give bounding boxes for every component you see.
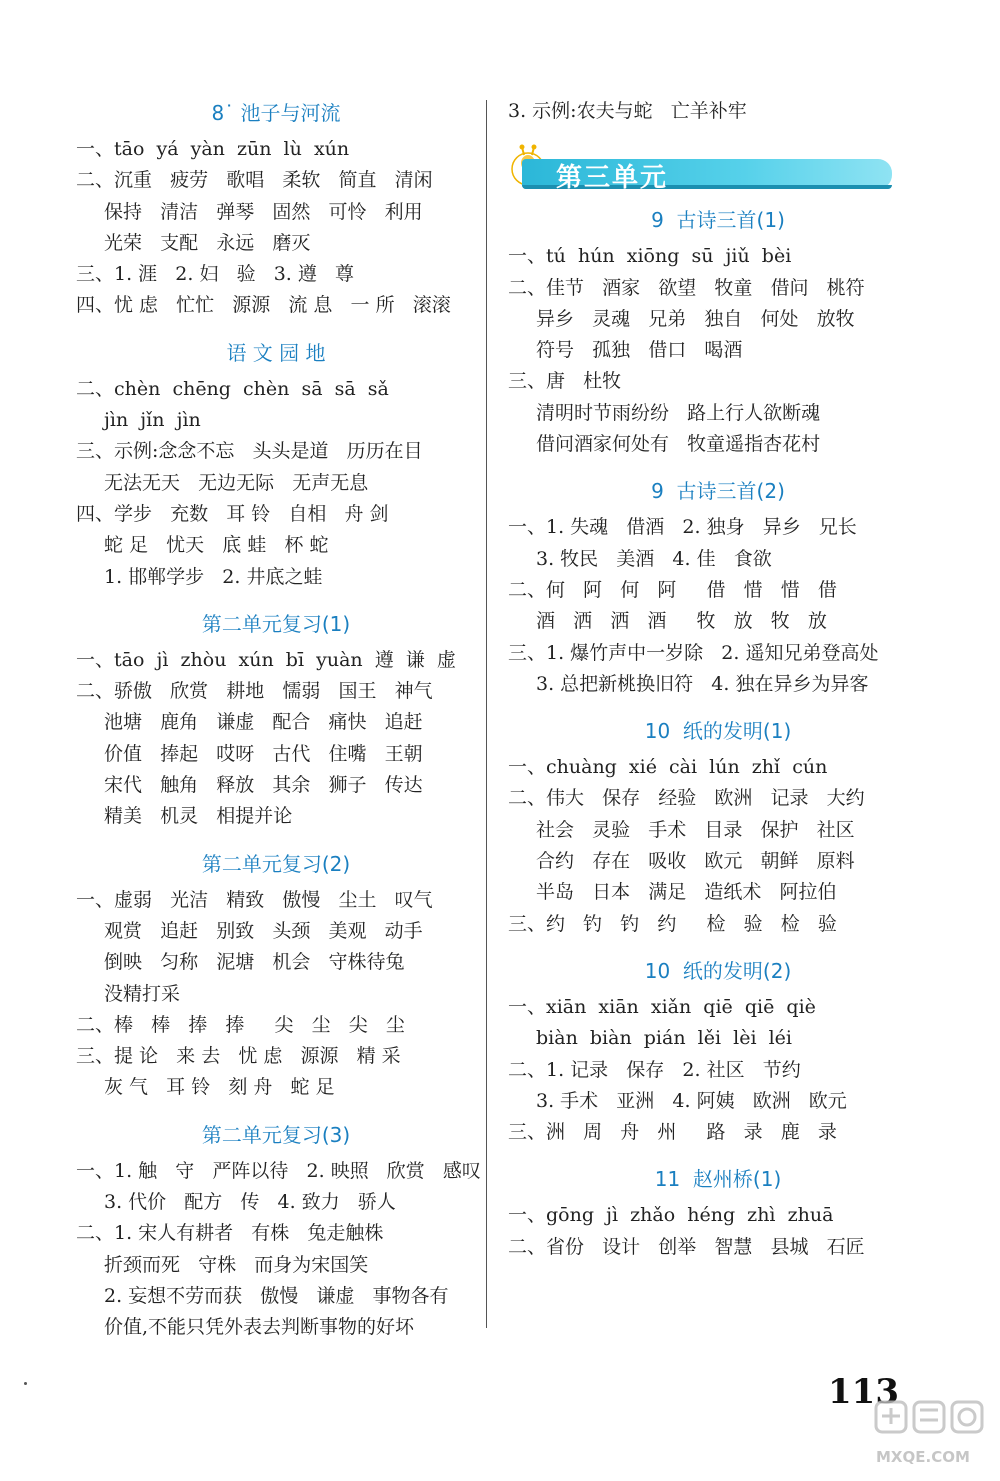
answer-line: 1. 邯郸学步 2. 井底之蛙: [104, 565, 323, 588]
answer-line: 灰 气 耳 铃 刻 舟 蛇 足: [104, 1076, 335, 1099]
answer-line: 一、1. 触 守 严阵以待 2. 映照 欣赏 感叹: [76, 1159, 481, 1182]
answer-line: 折颈而死 守株 而身为宋国笑: [104, 1253, 369, 1276]
answer-line: 3. 牧民 美酒 4. 佳 食欲: [536, 547, 772, 570]
answer-line: 酒 洒 洒 酒 牧 放 牧 放: [536, 610, 827, 633]
answer-line: 二、何 阿 何 阿 借 惜 惜 借: [508, 578, 837, 601]
section-title: 第二单元复习(2): [201, 851, 351, 876]
answer-line: 合约 存在 吸收 欧元 朝鲜 原料: [536, 850, 855, 873]
page-number: 113: [828, 1372, 899, 1412]
answer-line: 社会 灵验 手术 目录 保护 社区: [536, 818, 855, 841]
answer-line: biàn biàn pián lěi lèi léi: [536, 1027, 792, 1050]
answer-line: 二、伟大 保存 经验 欧洲 记录 大约: [508, 787, 865, 810]
watermark-logo: [872, 1396, 992, 1472]
answer-line: 四、学步 充数 耳 铃 自相 舟 剑: [76, 502, 389, 525]
column-divider: [486, 100, 487, 1328]
answer-line: 三、洲 周 舟 州 路 录 鹿 录: [508, 1121, 837, 1144]
answer-line: 三、提 论 来 去 忧 虑 源源 精 采: [76, 1045, 401, 1068]
answer-line: jìn jǐn jìn: [104, 409, 201, 432]
answer-line: 三、1. 涯 2. 妇 验 3. 遵 尊: [76, 263, 354, 286]
answer-line: 一、tāo yá yàn zūn lù xún: [76, 138, 350, 160]
section-title: 9 古诗三首(1): [651, 208, 785, 233]
answer-line: 二、佳节 酒家 欲望 牧童 借问 桃符: [508, 276, 865, 299]
answer-line: 二、沉重 疲劳 歌唱 柔软 简直 清闲: [76, 169, 433, 192]
answer-line: 清明时节雨纷纷 路上行人欲断魂: [536, 401, 821, 424]
answer-line: 没精打采: [104, 982, 181, 1005]
section-title: 第二单元复习(3): [201, 1122, 351, 1147]
section-title: 10 纸的发明(1): [644, 719, 792, 744]
right-column-body: [508, 203, 928, 1263]
answer-line: 异乡 灵魂 兄弟 独自 何处 放牧: [536, 307, 855, 330]
answer-line: 观赏 追赶 别致 头颈 美观 动手: [104, 919, 423, 942]
answer-line: 符号 孤独 借口 喝酒: [536, 339, 743, 362]
answer-line: 三、1. 爆竹声中一岁除 2. 遥知兄弟登高处: [508, 641, 879, 664]
answer-line: 半岛 日本 满足 造纸术 阿拉伯: [536, 881, 837, 904]
answer-line: 无法无天 无边无际 无声无息: [104, 471, 369, 494]
answer-line: 二、1. 记录 保存 2. 社区 节约: [508, 1058, 801, 1081]
section-title: 10 纸的发明(2): [644, 958, 792, 983]
answer-line: 光荣 支配 永远 磨灭: [104, 231, 311, 254]
answer-line: 精美 机灵 相提并论: [104, 805, 293, 828]
answer-line: 一、chuàng xié cài lún zhǐ cún: [508, 756, 828, 779]
section-title: 8˙ 池子与河流: [211, 101, 341, 125]
answer-line: 借问酒家何处有 牧童遥指杏花村: [536, 433, 821, 456]
left-column: [76, 96, 481, 1344]
right-column-top: [508, 96, 928, 127]
unit-banner-title: 第三单元: [556, 163, 669, 194]
scan-dot: [24, 1382, 27, 1385]
answer-line: 一、gōng jì zhǎo héng zhì zhuā: [508, 1204, 834, 1227]
answer-line: 一、1. 失魂 借酒 2. 独身 异乡 兄长: [508, 516, 857, 539]
section-title: 9 古诗三首(2): [651, 479, 785, 504]
answer-line: 三、唐 杜牧: [508, 370, 622, 393]
section-title: 语 文 园 地: [226, 340, 326, 365]
answer-line: 二、1. 宋人有耕者 有株 兔走触株: [76, 1222, 384, 1245]
answer-line: 蛇 足 忧天 底 蛙 杯 蛇: [104, 534, 329, 557]
section-title: 11 赵州桥(1): [654, 1167, 782, 1192]
answer-line: 三、约 钓 钓 约 检 验 检 验: [508, 912, 837, 935]
answer-line: 二、省份 设计 创举 智慧 县城 石匠: [508, 1235, 865, 1258]
answer-line: 四、忧 虑 忙忙 源源 流 息 一 所 滚滚: [76, 294, 451, 317]
answer-line: 宋代 触角 释放 其余 狮子 传达: [104, 774, 423, 797]
right-column: [508, 96, 928, 1263]
answer-line: 二、棒 棒 捧 捧 尖 尘 尖 尘: [76, 1013, 405, 1036]
answer-line: 价值 捧起 哎呀 古代 住嘴 王朝: [104, 742, 423, 765]
unit-banner: [508, 151, 928, 194]
answer-line: 一、xiān xiān xiǎn qiē qiē qiè: [508, 995, 816, 1018]
answer-line: 3. 总把新桃换旧符 4. 独在异乡为异客: [536, 672, 869, 695]
answer-line: 一、tú hún xiōng sū jiǔ bèi: [508, 245, 792, 268]
answer-line: 三、示例:念念不忘 头头是道 历历在目: [76, 440, 423, 463]
answer-line: 一、虚弱 光洁 精致 傲慢 尘土 叹气: [76, 888, 433, 911]
answer-line: 3. 示例:农夫与蛇 亡羊补牢: [508, 100, 747, 122]
section-title: 第二单元复习(1): [201, 611, 351, 636]
svg-text:MXQE.COM: MXQE.COM: [876, 1448, 970, 1466]
answer-line: 保持 清洁 弹琴 固然 可怜 利用: [104, 200, 423, 223]
answer-line: 3. 手术 亚洲 4. 阿姨 欧洲 欧元: [536, 1089, 847, 1112]
answer-line: 一、tāo jì zhòu xún bī yuàn 遵 谦 虚: [76, 648, 456, 671]
answer-line: 池塘 鹿角 谦虚 配合 痛快 追赶: [104, 711, 423, 734]
answer-line: 2. 妄想不劳而获 傲慢 谦虚 事物各有: [104, 1284, 449, 1307]
answer-line: 价值,不能只凭外表去判断事物的好坏: [104, 1316, 415, 1339]
answer-line: 二、骄傲 欣赏 耕地 懦弱 国王 神气: [76, 680, 433, 703]
answer-line: 倒映 匀称 泥塘 机会 守株待兔: [104, 951, 405, 974]
answer-line: 3. 代价 配方 传 4. 致力 骄人: [104, 1191, 396, 1214]
answer-line: 二、chèn chēng chèn sā sā sǎ: [76, 377, 389, 400]
